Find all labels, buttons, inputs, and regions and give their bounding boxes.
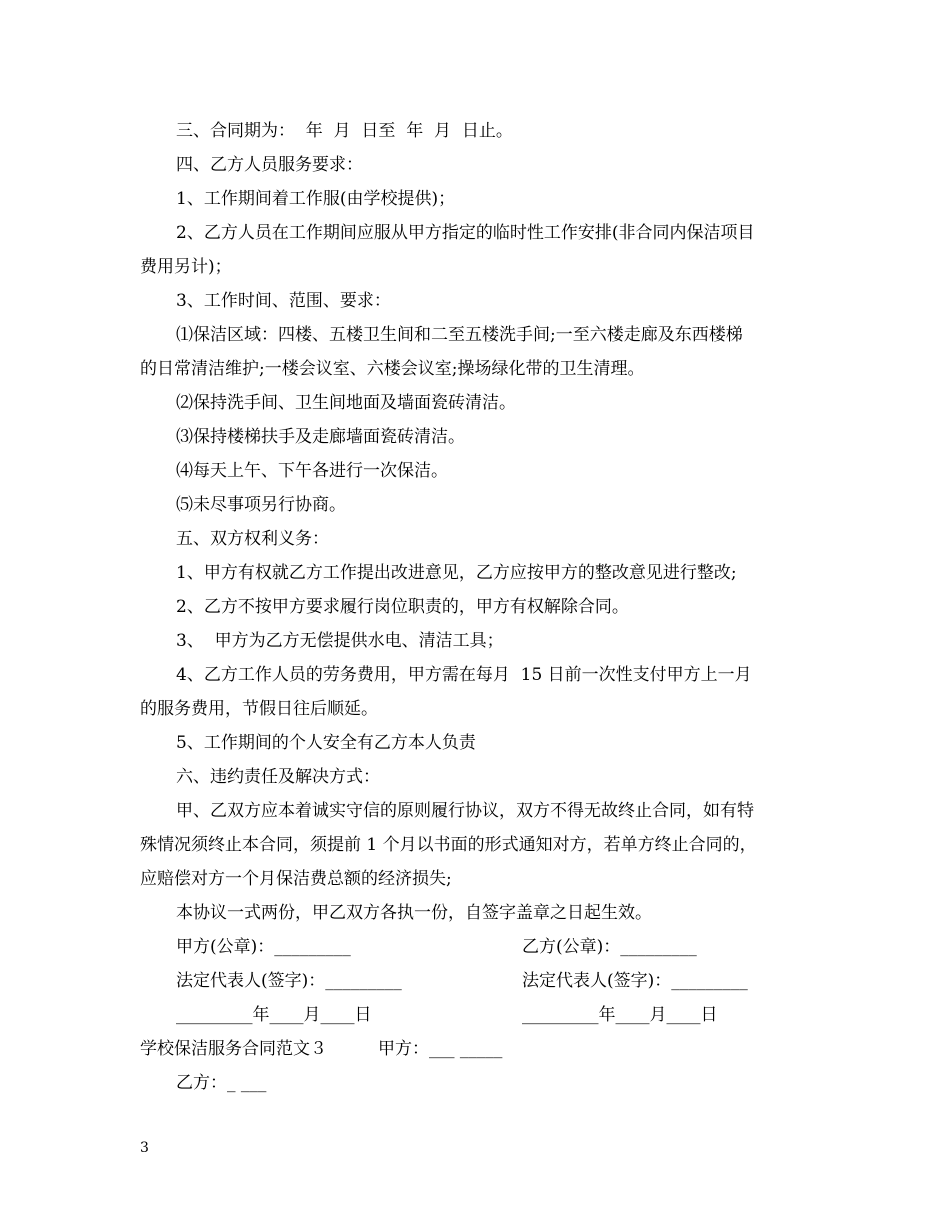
clause-5-item-2: 2、乙方不按甲方要求履行岗位职责的，甲方有权解除合同。 bbox=[176, 597, 629, 617]
party-a-representative: 法定代表人(签字)：_________ bbox=[176, 971, 402, 991]
clause-3-term: 三、合同期为： 年 月 日至 年 月 日止。 bbox=[176, 121, 513, 141]
clause-4-heading: 四、乙方人员服务要求： bbox=[176, 155, 363, 175]
clause-5-item-4-cont: 的服务费用，节假日往后顺延。 bbox=[140, 699, 378, 719]
clause-4-sub-5: ⑸未尽事项另行协商。 bbox=[176, 495, 346, 515]
agreement-copies: 本协议一式两份，甲乙双方各执一份，自签字盖章之日起生效。 bbox=[176, 903, 652, 923]
party-a-date: _________年____月____日 bbox=[176, 1005, 372, 1025]
party-b-seal: 乙方(公章)：_________ bbox=[522, 937, 697, 957]
clause-6-text-cont: 殊情况须终止本合同，须提前 1 个月以书面的形式通知对方，若单方终止合同的， bbox=[140, 835, 757, 855]
clause-5-item-5: 5、工作期间的个人安全有乙方本人负责 bbox=[176, 733, 476, 753]
clause-4-sub-1-cont: 的日常清洁维护;一楼会议室、六楼会议室;操场绿化带的卫生清理。 bbox=[140, 359, 645, 379]
clause-4-sub-1: ⑴保洁区域：四楼、五楼卫生间和二至五楼洗手间;一至六楼走廊及东西楼梯 bbox=[176, 325, 743, 345]
party-b-date: _________年____月____日 bbox=[522, 1005, 718, 1025]
page-number: 3 bbox=[140, 1140, 149, 1156]
party-b-representative: 法定代表人(签字)：_________ bbox=[522, 971, 748, 991]
clause-4-sub-3: ⑶保持楼梯扶手及走廊墙面瓷砖清洁。 bbox=[176, 427, 465, 447]
clause-5-heading: 五、双方权利义务： bbox=[176, 529, 329, 549]
clause-4-item-1: 1、工作期间着工作服(由学校提供)； bbox=[176, 189, 456, 209]
clause-4-item-3: 3、工作时间、范围、要求： bbox=[176, 291, 391, 311]
next-party-a: 甲方：___ _____ bbox=[378, 1039, 503, 1059]
clause-5-item-3: 3、 甲方为乙方无偿提供水电、清洁工具； bbox=[176, 631, 504, 651]
clause-6-text-end: 应赔偿对方一个月保洁费总额的经济损失; bbox=[140, 869, 452, 889]
clause-4-sub-2: ⑵保持洗手间、卫生间地面及墙面瓷砖清洁。 bbox=[176, 393, 516, 413]
party-a-seal: 甲方(公章)：_________ bbox=[176, 937, 351, 957]
clause-4-sub-4: ⑷每天上午、下午各进行一次保洁。 bbox=[176, 461, 448, 481]
clause-6-text: 甲、乙双方应本着诚实守信的原则履行协议，双方不得无故终止合同，如有特 bbox=[176, 801, 754, 821]
clause-4-item-2: 2、乙方人员在工作期间应服从甲方指定的临时性工作安排(非合同内保洁项目 bbox=[176, 223, 755, 243]
clause-5-item-1: 1、甲方有权就乙方工作提出改进意见，乙方应按甲方的整改意见进行整改; bbox=[176, 563, 737, 583]
clause-4-item-2-cont: 费用另计)； bbox=[140, 257, 232, 277]
next-party-b: 乙方：_ ___ bbox=[176, 1073, 267, 1093]
clause-6-heading: 六、违约责任及解决方式： bbox=[176, 767, 380, 787]
clause-5-item-4: 4、乙方工作人员的劳务费用，甲方需在每月 15 日前一次性支付甲方上一月 bbox=[176, 665, 752, 685]
next-contract-heading: 学校保洁服务合同范文３ bbox=[140, 1039, 327, 1059]
